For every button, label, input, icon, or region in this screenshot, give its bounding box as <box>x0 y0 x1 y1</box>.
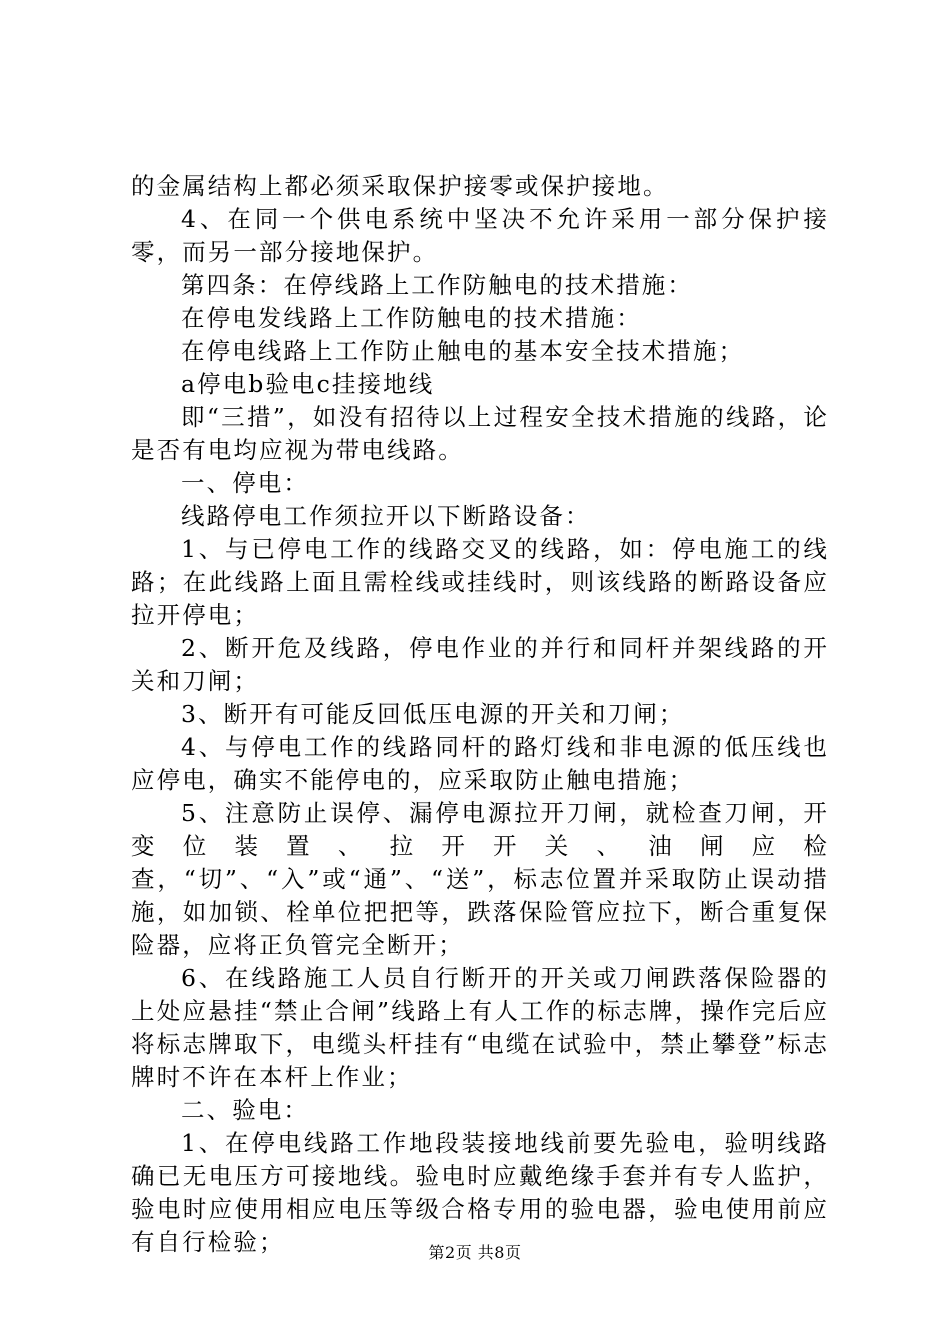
paragraph-measures-line-1: 在停电发线路上工作防触电的技术措施： <box>181 304 642 332</box>
paragraph-power-off-item-2: 2、断开危及线路，停电作业的并行和同杆并架线路的开关和刀闸； <box>131 634 829 695</box>
document-body <box>131 170 829 1259</box>
paragraph-power-off-intro: 线路停电工作须拉开以下断路设备： <box>181 502 591 530</box>
paragraph-measures-line-2: 在停电线路上工作防止触电的基本安全技术措施； <box>181 337 745 365</box>
paragraph-power-off-item-4: 4、与停电工作的线路同杆的路灯线和非电源的低压线也应停电，确实不能停电的，应采取防止触电措施； <box>131 733 829 794</box>
section-heading-power-off: 一、停电： <box>181 469 309 497</box>
paragraph-article-4-heading: 第四条：在停线路上工作防触电的技术措施： <box>181 271 693 299</box>
page-number-footer: 第2页 共8页 <box>428 1243 522 1262</box>
paragraph-power-off-item-3: 3、断开有可能反回低压电源的开关和刀闸； <box>181 700 685 728</box>
paragraph-three-measures-note: 即“三措”，如没有招待以上过程安全技术措施的线路，论是否有电均应视为带电线路。 <box>131 403 829 464</box>
paragraph-continuation: 的金属结构上都必须采取保护接零或保护接地。 <box>131 172 669 200</box>
section-heading-voltage-test: 二、验电： <box>181 1096 309 1124</box>
paragraph-power-off-item-6: 6、在线路施工人员自行断开的开关或刀闸跌落保险器的上处应悬挂“禁止合闸”线路上有人工作的标志牌，操作完后应将标志牌取下，电缆头杆挂有“电缆在试验中，禁止攀登”标志牌时不许在本杆上作业； <box>131 964 829 1091</box>
paragraph-voltage-test-item-1: 1、在停电线路工作地段装接地线前要先验电，验明线路确已无电压方可接地线。验电时应戴绝缘手套并有专人监护，验电时应使用相应电压等级合格专用的验电器，验电使用前应有自行检验； <box>131 1129 829 1256</box>
paragraph-power-off-item-1: 1、与已停电工作的线路交叉的线路，如：停电施工的线路；在此线路上面且需栓线或挂线时，则该线路的断路设备应拉开停电； <box>131 535 829 629</box>
paragraph-power-off-item-5: 5、注意防止误停、漏停电源拉开刀闸，就检查刀闸，开变位装置、拉开开关、油闸应检查，“切”、“入”或“通”、“送”，标志位置并采取防止误动措施，如加锁、栓单位把把等，跌落保险管应拉下，断合重复保险器，应将正负管完全断开； <box>131 799 829 959</box>
paragraph-item-4-grounding: 4、在同一个供电系统中坚决不允许采用一部分保护接零，而另一部分接地保护。 <box>131 205 829 266</box>
paragraph-three-steps: a停电b验电c挂接地线 <box>181 370 435 398</box>
